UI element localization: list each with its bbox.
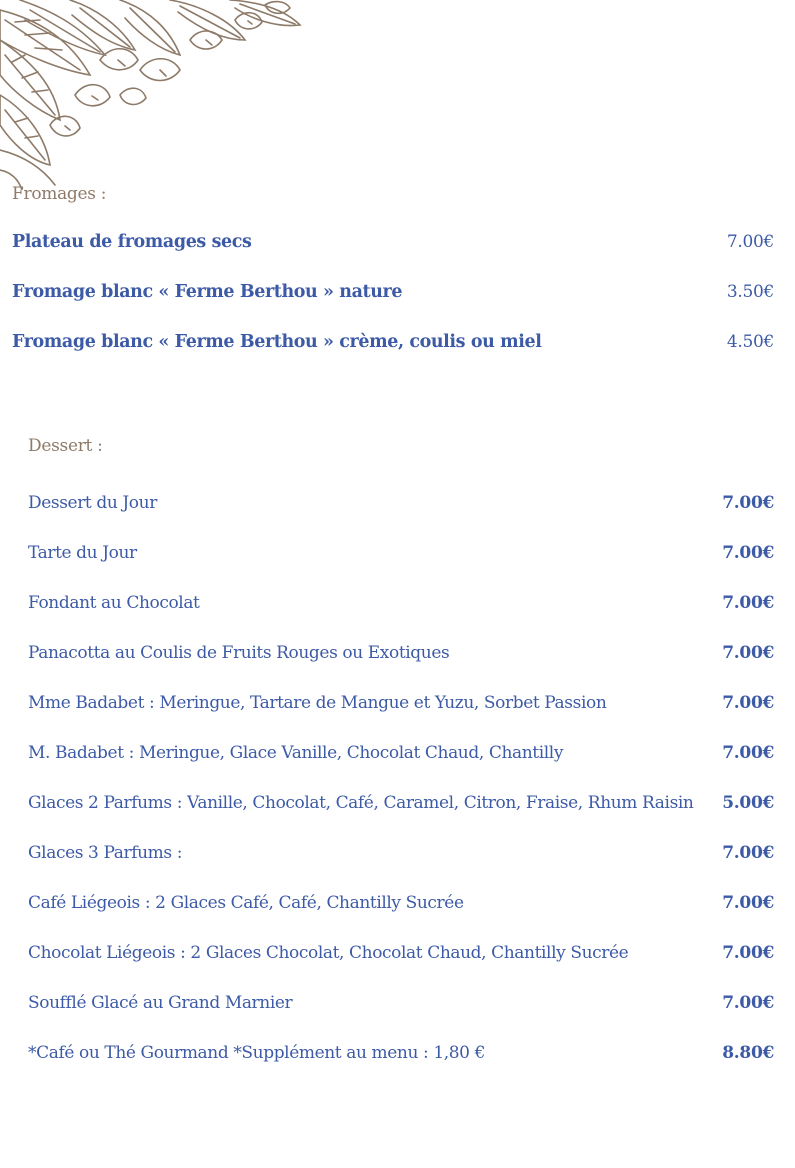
menu-item-name: M. Badabet : Meringue, Glace Vanille, Chocolat Chaud, Chantilly [28,743,564,763]
menu-item [0,1043,795,1069]
section-title-dessert: Dessert : [28,436,103,456]
menu-item-price: 4.50€ [726,332,774,352]
menu-item [0,843,795,869]
menu-item-price: 7.00€ [722,543,774,563]
menu-item-name: Soufflé Glacé au Grand Marnier [28,993,293,1013]
menu-item-name: Chocolat Liégeois : 2 Glaces Chocolat, Chocolat Chaud, Chantilly Sucrée [28,943,629,963]
menu-item [0,643,795,669]
menu-item [0,893,795,919]
menu-item-price: 7.00€ [722,693,774,713]
menu-item-price: 5.00€ [722,793,774,813]
menu-item [0,793,795,819]
menu-item-name: *Café ou Thé Gourmand *Supplément au menu : 1,80 € [28,1043,486,1063]
menu-item [0,743,795,769]
menu-item-name: Mme Badabet : Meringue, Tartare de Mangue et Yuzu, Sorbet Passion [28,693,607,713]
menu-item-price: 7.00€ [722,993,774,1013]
menu-item-price: 7.00€ [726,232,774,252]
menu-item-price: 3.50€ [726,282,774,302]
menu-item-price: 7.00€ [722,843,774,863]
menu-item-name: Panacotta au Coulis de Fruits Rouges ou Exotiques [28,643,450,663]
menu-item-name: Fondant au Chocolat [28,593,200,613]
menu-item [0,693,795,719]
menu-item-price: 7.00€ [722,593,774,613]
menu-item [0,593,795,619]
section-title-fromages: Fromages : [12,184,107,204]
menu-item-name: Fromage blanc « Ferme Berthou » crème, coulis ou miel [12,332,542,352]
menu-item [0,493,795,519]
menu-item [0,993,795,1019]
menu-item-price: 7.00€ [722,493,774,513]
menu-item-name: Plateau de fromages secs [12,232,252,252]
floral-decoration-icon [0,0,310,190]
menu-item-price: 8.80€ [722,1043,774,1063]
menu-item-price: 7.00€ [722,643,774,663]
menu-item-price: 7.00€ [722,893,774,913]
menu-item [0,282,795,308]
menu-item-name: Glaces 2 Parfums : Vanille, Chocolat, Café, Caramel, Citron, Fraise, Rhum Raisin [28,793,694,813]
menu-item-name: Dessert du Jour [28,493,157,513]
menu-item-name: Fromage blanc « Ferme Berthou » nature [12,282,403,302]
menu-item [0,332,795,358]
menu-item [0,543,795,569]
menu-item [0,232,795,258]
menu-item-price: 7.00€ [722,943,774,963]
menu-item-price: 7.00€ [722,743,774,763]
menu-item-name: Glaces 3 Parfums : [28,843,183,863]
menu-item-name: Tarte du Jour [28,543,137,563]
menu-item-name: Café Liégeois : 2 Glaces Café, Café, Chantilly Sucrée [28,893,464,913]
menu-item [0,943,795,969]
